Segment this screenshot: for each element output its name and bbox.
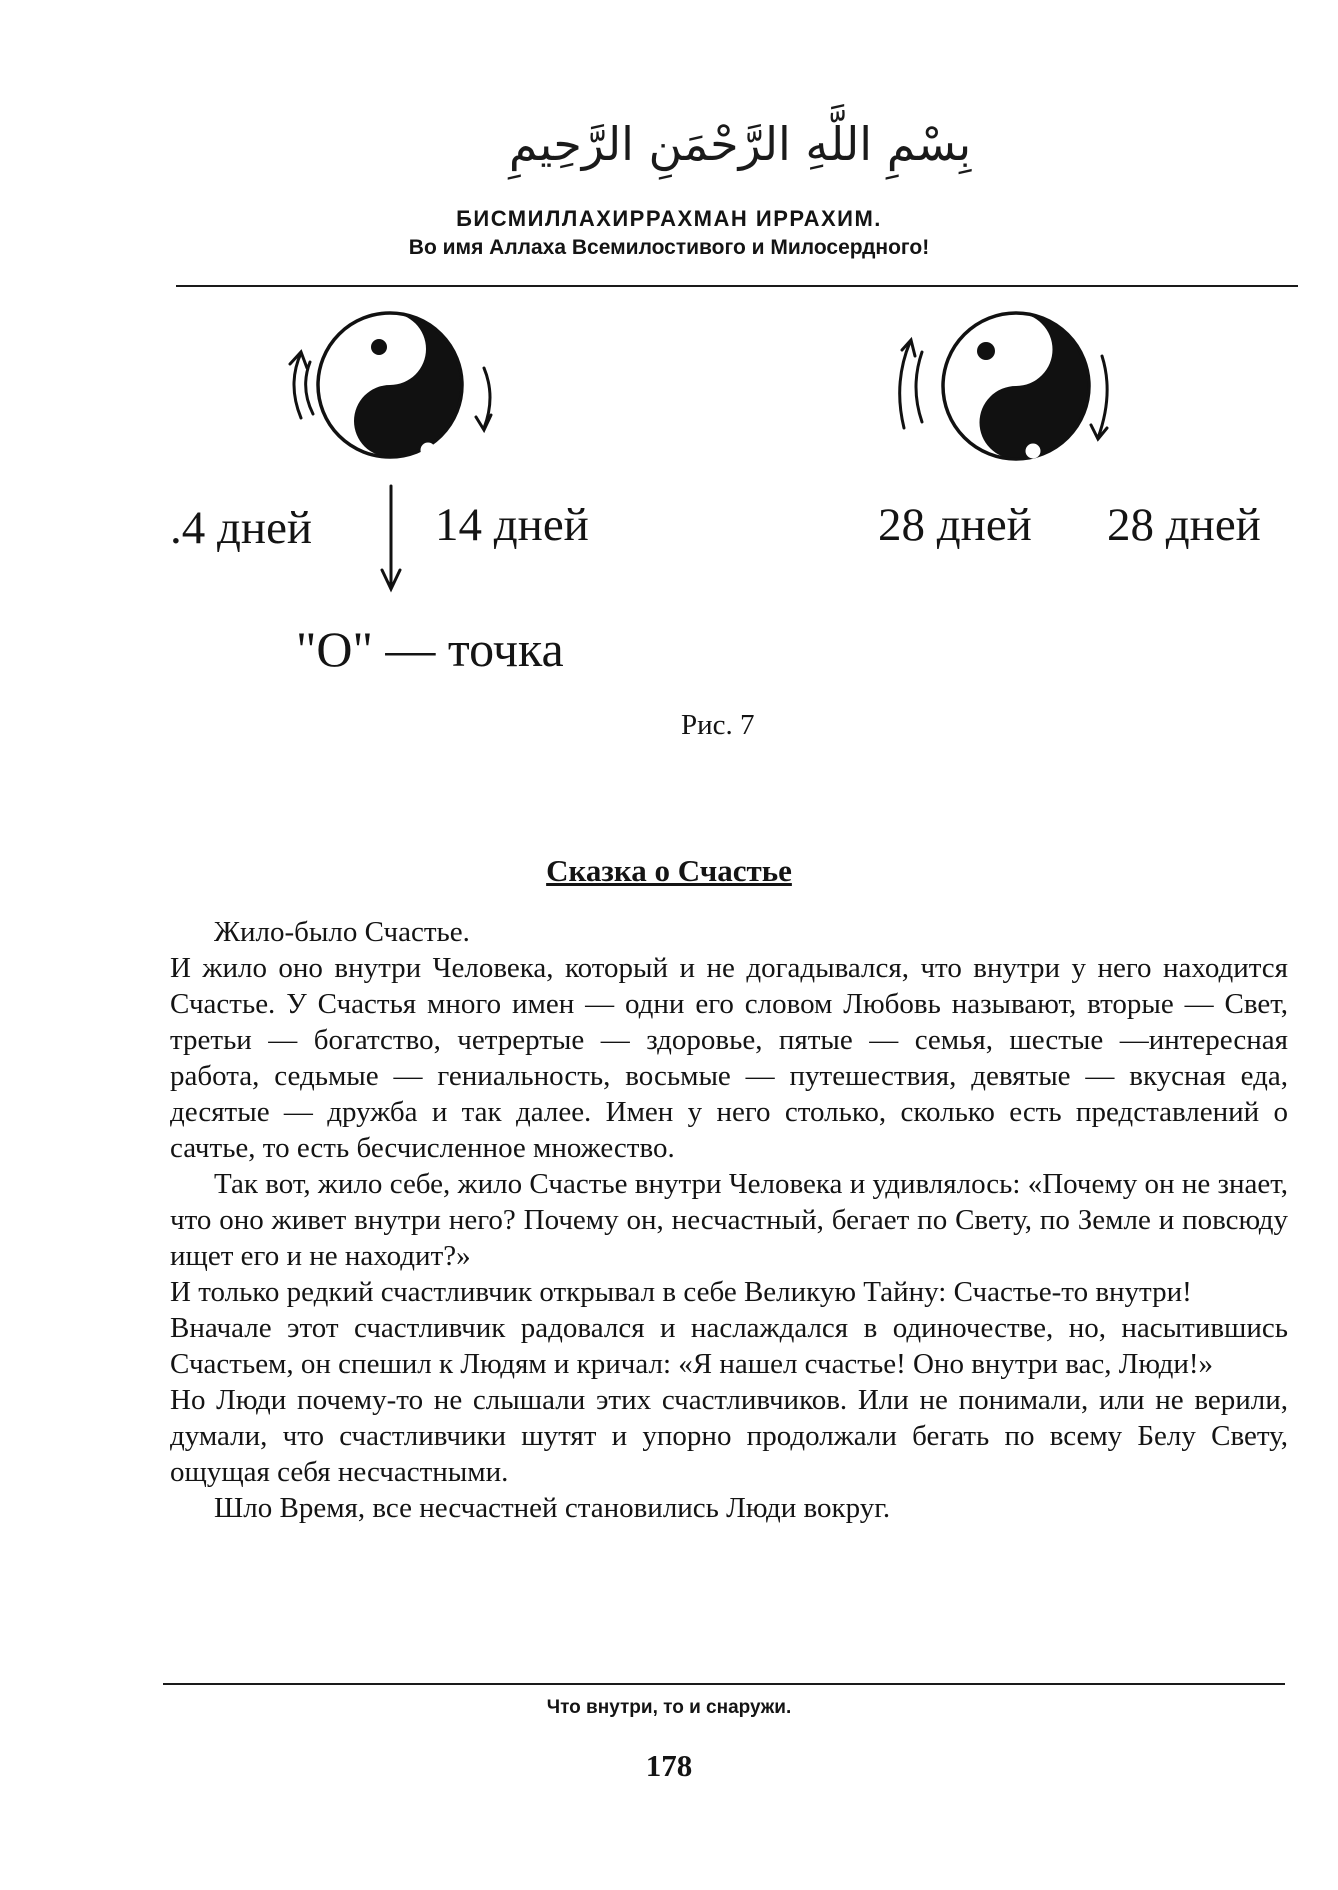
story-paragraph: Но Люди почему-то не слышали этих счастливчиков. Или не понимали, или не верили, думали, что счастливчики шутят и упорно продолжали бегать по всему Белу Свету, ощущая себя несчастными. xyxy=(170,1384,1288,1488)
zero-point-label: "О" — точка xyxy=(296,621,564,677)
basmala-text: بِسْمِ اللَّهِ الرَّحْمَنِ الرَّحِيمِ xyxy=(508,117,972,171)
figure-caption: Рис. 7 xyxy=(681,709,755,741)
left-days-label-2: 14 дней xyxy=(435,499,589,551)
header-translation: Во имя Аллаха Всемилостивого и Милосердного! xyxy=(408,236,930,259)
story-paragraph: Так вот, жило себе, жило Счастье внутри Человека и удивлялось: «Почему он не знает, что оно живет внутри него? Почему он, несчастный, бегает по Свету, по Земле и повсюду ищет его и не находит?» xyxy=(170,1168,1288,1272)
story-paragraph: Жило-было Счастье. xyxy=(214,916,470,948)
right-days-label-1: 28 дней xyxy=(878,499,1032,551)
footer-rule xyxy=(163,1683,1285,1685)
right-yin-yang-icon xyxy=(943,313,1089,459)
left-days-label-1: .4 дней xyxy=(170,502,313,554)
header-transliteration: БИСМИЛЛАХИРРАХМАН ИРРАХИМ. xyxy=(456,206,882,231)
story-paragraph: И жило оно внутри Человека, который и не догадывался, что внутри у него находится Счастье. У Счастья много имен — одни его словом Любовь называют, вторые — Свет, третьи — богатство, четрертые — здоровье, пятые — семья, шестые —интересная работа, седьмые — гениальность, восьмые — путешествия, девятые — вкусная еда, десятые — дружба и так далее. Имен у него столько, сколько есть представлений о сачтье, то есть бесчисленное множество. xyxy=(170,952,1288,1164)
left-yin-yang-icon xyxy=(318,313,462,458)
story-paragraph: И только редкий счастливчик открывал в себе Великую Тайну: Счастье-то внутри! xyxy=(170,1276,1192,1308)
story-title: Сказка о Счастье xyxy=(546,853,792,888)
story-body xyxy=(170,914,1288,1526)
figure-7-diagram xyxy=(0,0,1338,760)
story-paragraph: Вначале этот счастливчик радовался и наслаждался в одиночестве, но, насытившись Счастьем, он спешил к Людям и кричал: «Я нашел счастье! Оно внутри вас, Люди!» xyxy=(170,1312,1288,1380)
page-number: 178 xyxy=(645,1748,693,1783)
right-days-label-2: 28 дней xyxy=(1107,499,1261,551)
footer-motto: Что внутри, то и снаружи. xyxy=(546,1697,792,1718)
story-paragraph: Шло Время, все несчастней становились Люди вокруг. xyxy=(214,1492,891,1524)
zero-point-arrow-icon xyxy=(382,486,400,589)
